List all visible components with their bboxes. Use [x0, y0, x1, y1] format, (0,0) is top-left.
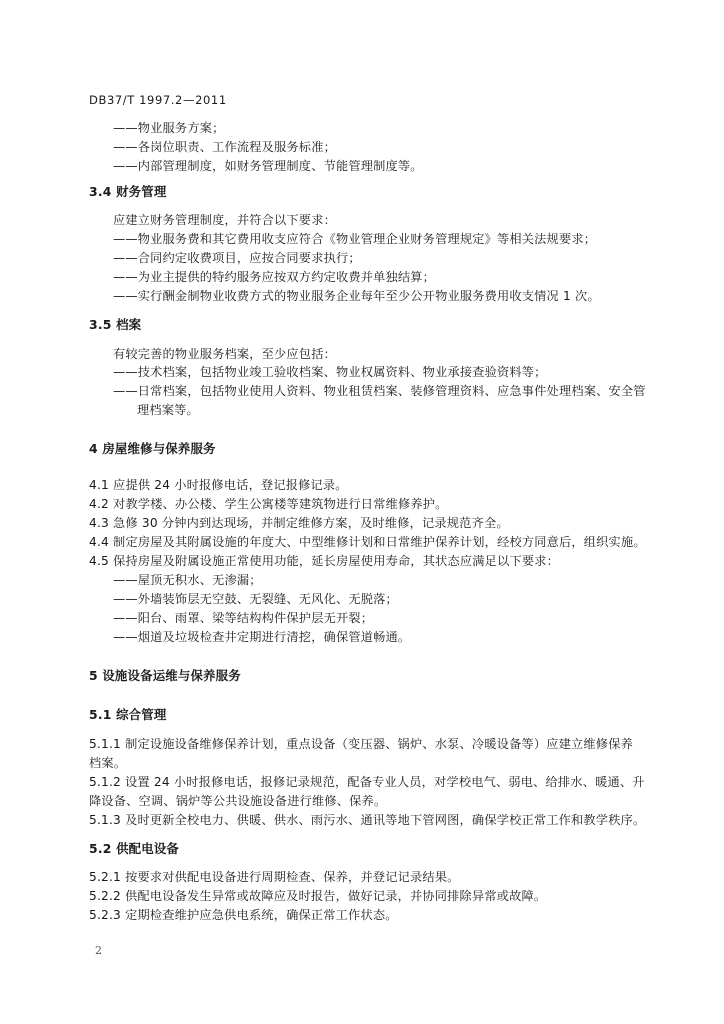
section-heading-4: 4 房屋维修与保养服务	[89, 441, 216, 456]
paragraph: 有较完善的物业服务档案，至少应包括：	[113, 347, 336, 361]
list-item: ——日常档案，包括物业使用人资料、物业租赁档案、装修管理资料、应急事件处理档案、安全管	[113, 384, 646, 398]
list-item: ——物业服务方案；	[113, 121, 225, 135]
section-heading-3-4: 3.4 财务管理	[89, 184, 167, 199]
list-item: ——屋顶无积水、无渗漏；	[113, 573, 262, 587]
list-item: ——技术档案，包括物业竣工验收档案、物业权属资料、物业承接查验资料等；	[113, 365, 547, 379]
section-heading-3-5: 3.5 档案	[89, 317, 142, 332]
list-item: ——外墙装饰层无空鼓、无裂缝、无风化、无脱落；	[113, 592, 398, 606]
clause-4-4: 4.4 制定房屋及其附属设施的年度大、中型维修计划和日常维护保养计划，经校方同意后，组织实施。	[89, 535, 646, 549]
standard-code-header: DB37/T 1997.2—2011	[89, 93, 227, 107]
clause-5-1-1-cont: 档案。	[89, 756, 127, 770]
list-item: ——实行酬金制物业收费方式的物业服务企业每年至少公开物业服务费用收支情况 1 次。	[113, 289, 600, 303]
clause-5-2-1: 5.2.1 按要求对供配电设备进行周期检查、保养，并登记记录结果。	[89, 870, 460, 884]
list-item: ——内部管理制度，如财务管理制度、节能管理制度等。	[113, 159, 423, 173]
clause-5-1-1: 5.1.1 制定设施设备维修保养计划，重点设备（变压器、锅炉、水泵、冷暖设备等）应建立维修保养	[89, 737, 633, 751]
clause-4-1: 4.1 应提供 24 小时报修电话，登记报修记录。	[89, 478, 348, 492]
clause-4-2: 4.2 对教学楼、办公楼、学生公寓楼等建筑物进行日常维修养护。	[89, 497, 448, 511]
section-heading-5-1: 5.1 综合管理	[89, 707, 167, 722]
clause-5-2-2: 5.2.2 供配电设备发生异常或故障应及时报告，做好记录，并协同排除异常或故障。	[89, 889, 547, 903]
page-number: 2	[95, 944, 103, 957]
section-heading-5: 5 设施设备运维与保养服务	[89, 668, 241, 683]
clause-4-5: 4.5 保持房屋及附属设施正常使用功能，延长房屋使用寿命，其状态应满足以下要求：	[89, 554, 560, 568]
section-heading-5-2: 5.2 供配电设备	[89, 841, 180, 856]
list-item: ——阳台、雨罩、梁等结构构件保护层无开裂；	[113, 611, 374, 625]
clause-5-1-2-cont: 降设备、空调、锅炉等公共设施设备进行维修、保养。	[89, 794, 387, 808]
list-item: ——烟道及垃圾检查井定期进行清挖，确保管道畅通。	[113, 630, 411, 644]
clause-5-1-2: 5.1.2 设置 24 小时报修电话，报修记录规范，配备专业人员，对学校电气、弱电、给排水、暖通、升	[89, 775, 645, 789]
list-item: ——为业主提供的特约服务应按双方约定收费并单独结算；	[113, 270, 436, 284]
list-item: ——合同约定收费项目，应按合同要求执行；	[113, 251, 361, 265]
clause-5-2-3: 5.2.3 定期检查维护应急供电系统，确保正常工作状态。	[89, 908, 398, 922]
list-item: ——各岗位职责、工作流程及服务标准；	[113, 140, 336, 154]
list-item: ——物业服务费和其它费用收支应符合《物业管理企业财务管理规定》等相关法规要求；	[113, 232, 597, 246]
clause-4-3: 4.3 急修 30 分钟内到达现场，并制定维修方案，及时维修，记录规范齐全。	[89, 516, 509, 530]
paragraph: 应建立财务管理制度，并符合以下要求：	[113, 213, 336, 227]
clause-5-1-3: 5.1.3 及时更新全校电力、供暖、供水、雨污水、通讯等地下管网图，确保学校正常工作和教学秩序。	[89, 813, 646, 827]
list-item-continuation: 理档案等。	[137, 403, 199, 417]
